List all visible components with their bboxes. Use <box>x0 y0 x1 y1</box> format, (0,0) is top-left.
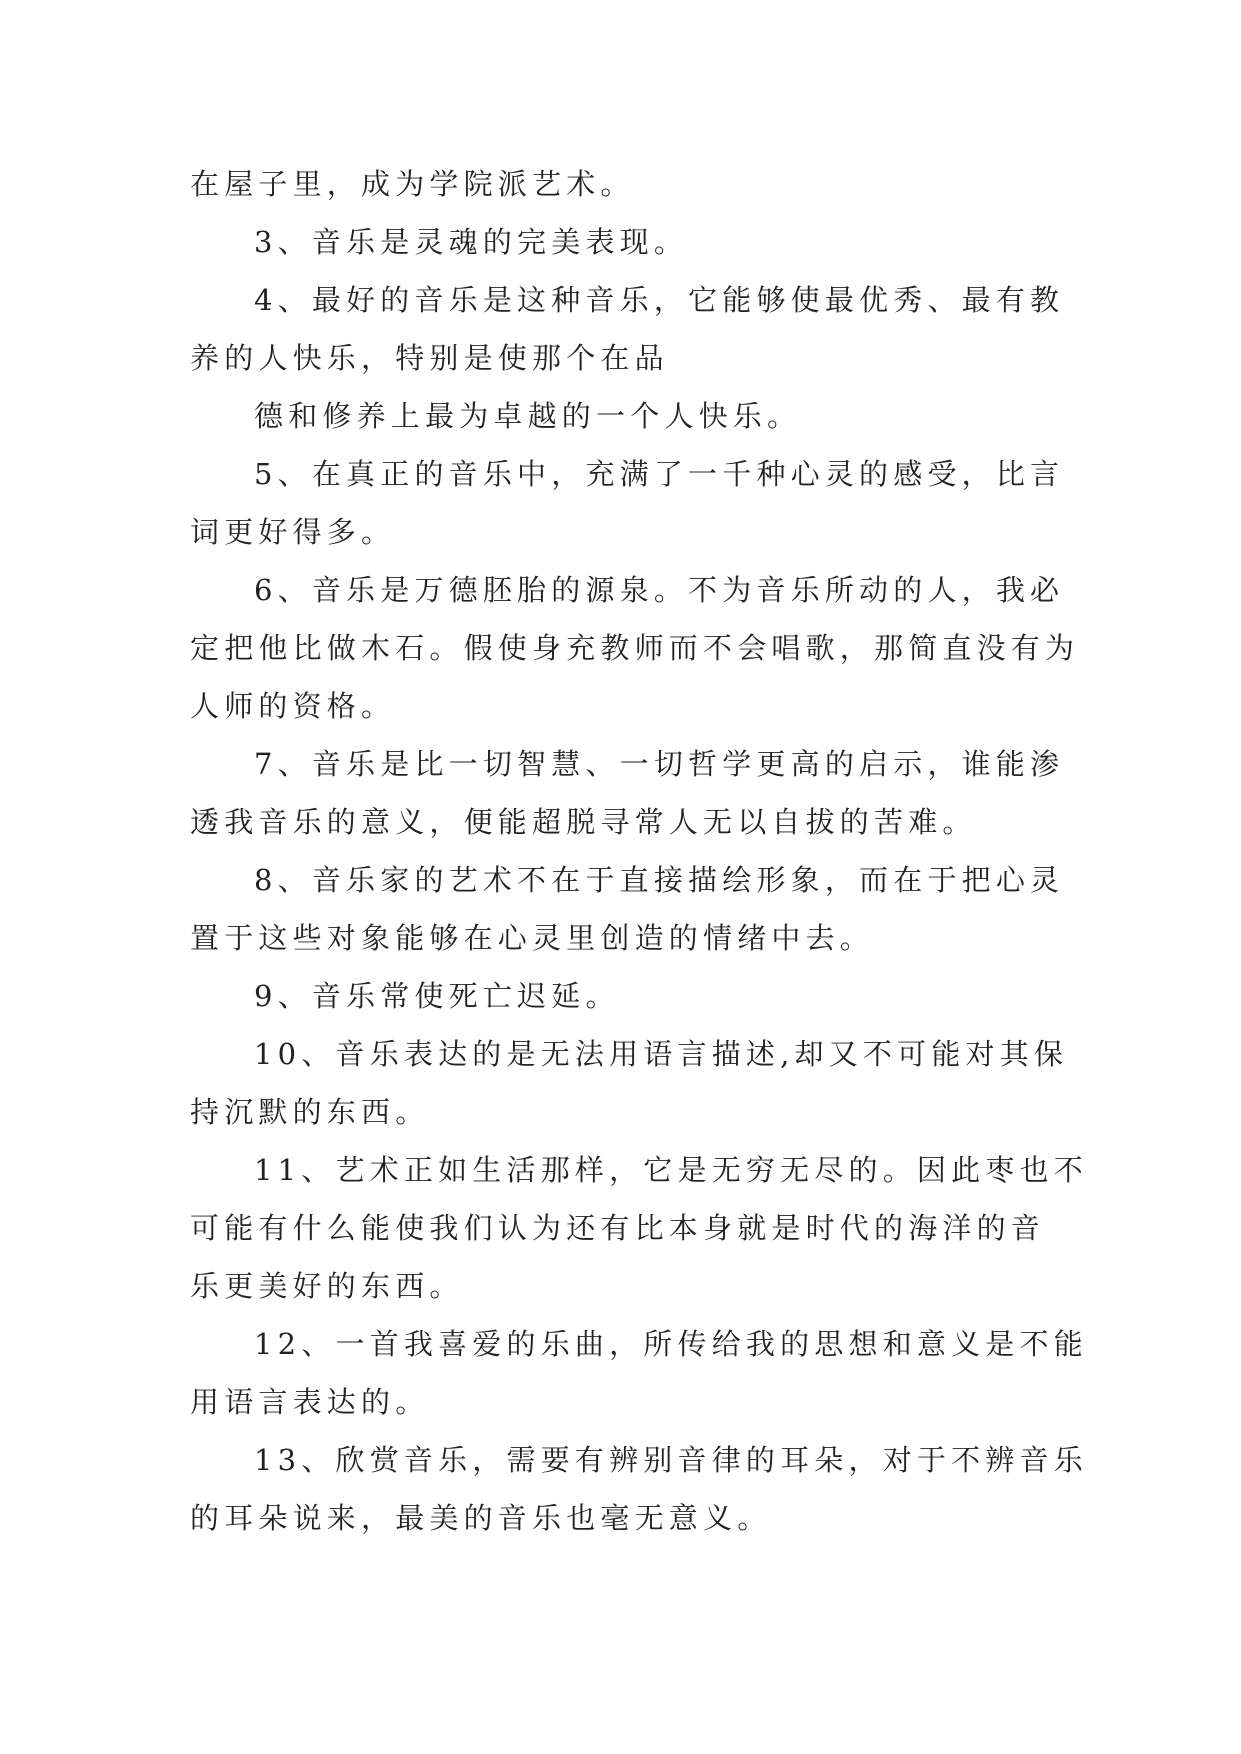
document-page <box>190 155 1088 1547</box>
text-line: 9、音乐常使死亡迟延。 <box>254 979 620 1013</box>
text-line: 在屋子里，成为学院派艺术。 <box>190 167 635 201</box>
text-line: 德和修养上最为卓越的一个人快乐。 <box>254 399 802 433</box>
text-line: 5、在真正的音乐中，充满了一千种心灵的感受，比言 <box>254 457 1065 491</box>
text-line: 6、音乐是万德胚胎的源泉。不为音乐所动的人，我必 <box>254 573 1065 607</box>
text-line: 用语言表达的。 <box>190 1385 430 1419</box>
text-line: 3、音乐是灵魂的完美表现。 <box>254 225 689 259</box>
text-line: 4、最好的音乐是这种音乐，它能够使最优秀、最有教 <box>254 283 1065 317</box>
text-line: 12、一首我喜爱的乐曲，所传给我的思想和意义是不能 <box>254 1327 1088 1361</box>
text-line: 8、音乐家的艺术不在于直接描绘形象，而在于把心灵 <box>254 863 1065 897</box>
text-line: 11、艺术正如生活那样，它是无穷无尽的。因此枣也不 <box>254 1153 1088 1187</box>
text-line: 持沉默的东西。 <box>190 1095 430 1129</box>
text-line: 10、音乐表达的是无法用语言描述,却又不可能对其保 <box>254 1037 1069 1071</box>
text-line: 养的人快乐，特别是使那个在品 <box>190 341 669 375</box>
text-line: 7、音乐是比一切智慧、一切哲学更高的启示，谁能渗 <box>254 747 1065 781</box>
text-line: 的耳朵说来，最美的音乐也毫无意义。 <box>190 1501 772 1535</box>
text-line: 13、欣赏音乐，需要有辨别音律的耳朵，对于不辨音乐 <box>254 1443 1088 1477</box>
text-line: 透我音乐的意义，便能超脱寻常人无以自拔的苦难。 <box>190 805 977 839</box>
text-line: 置于这些对象能够在心灵里创造的情绪中去。 <box>190 921 875 955</box>
text-line: 可能有什么能使我们认为还有比本身就是时代的海洋的音 <box>190 1211 1046 1245</box>
text-line: 乐更美好的东西。 <box>190 1269 464 1303</box>
text-line: 人师的资格。 <box>190 689 396 723</box>
text-line: 词更好得多。 <box>190 515 396 549</box>
text-line: 定把他比做木石。假使身充教师而不会唱歌，那简直没有为 <box>190 631 1080 665</box>
